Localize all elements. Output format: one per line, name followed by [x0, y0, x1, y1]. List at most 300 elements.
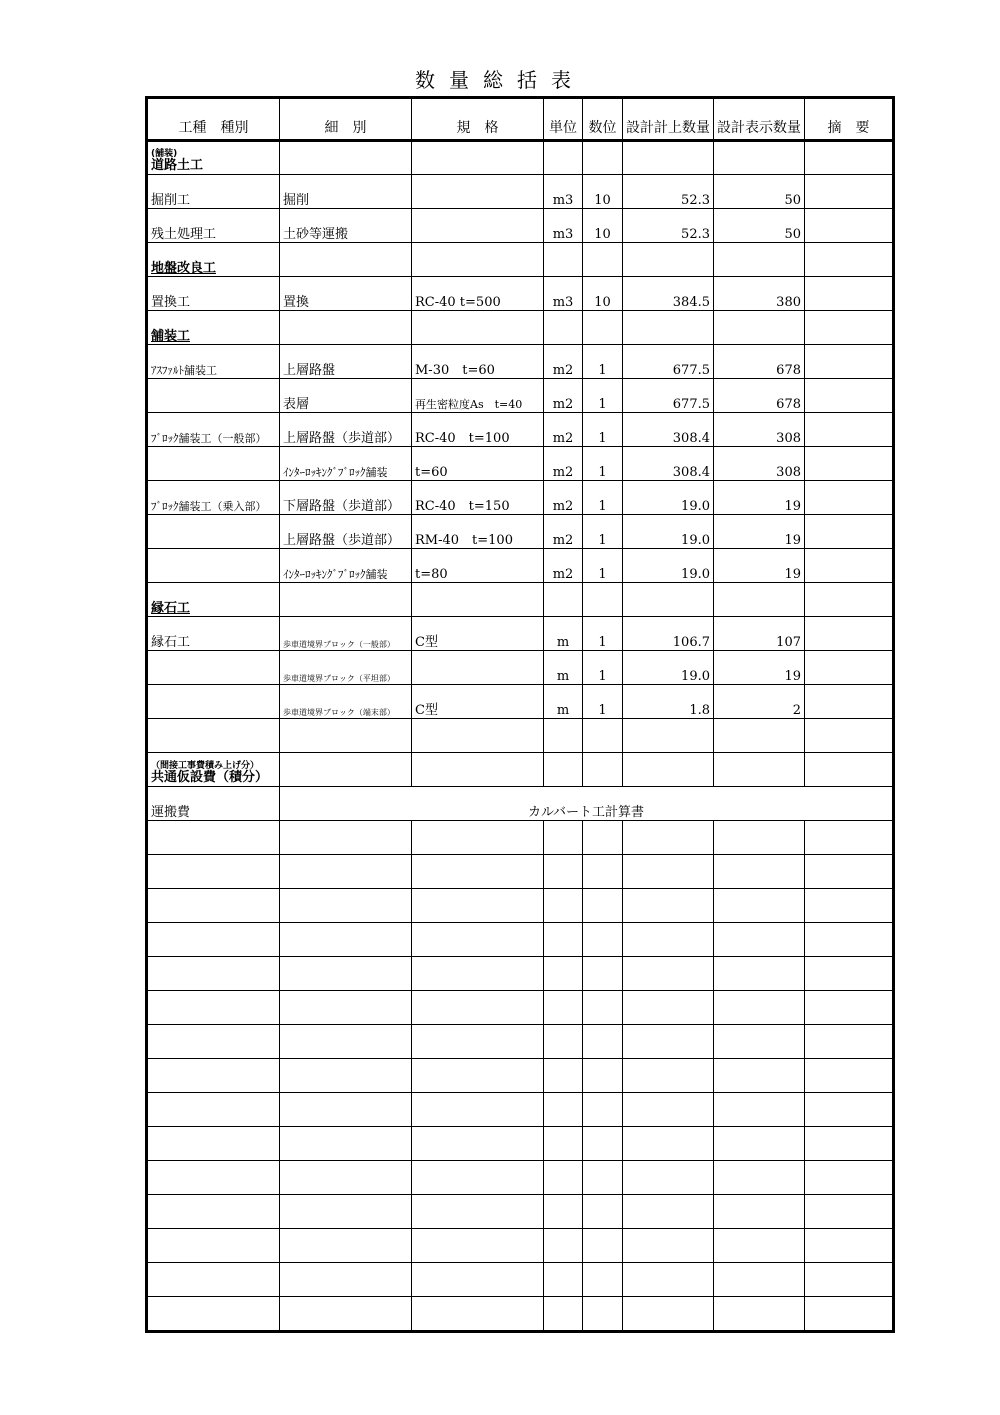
cell-display-quantity — [714, 855, 805, 889]
cell-spec: 再生密粒度As t=40 — [412, 379, 544, 413]
cell-digit: 10 — [583, 277, 623, 311]
table-row — [148, 787, 893, 821]
cell-detail: 掘削 — [280, 175, 412, 209]
table-row — [148, 617, 893, 651]
cell-digit — [583, 1059, 623, 1093]
cell-unit — [544, 753, 583, 787]
cell-unit — [544, 311, 583, 345]
cell-digit: 1 — [583, 447, 623, 481]
cell-design-quantity — [623, 1025, 714, 1059]
cell-spec: RM-40 t=100 — [412, 515, 544, 549]
cell-display-quantity — [714, 719, 805, 753]
cell-work-type — [148, 1161, 280, 1195]
cell-remarks — [805, 1127, 893, 1161]
cell-display-quantity: 678 — [714, 379, 805, 413]
cell-work-type — [148, 549, 280, 583]
cell-work-type: ﾌﾞﾛｯｸ舗装工（一般部） — [148, 413, 280, 447]
cell-display-quantity: 50 — [714, 209, 805, 243]
cell-design-quantity: 308.4 — [623, 447, 714, 481]
cell-design-quantity — [623, 243, 714, 277]
cell-work-type: 地盤改良工 — [148, 243, 280, 277]
cell-detail: 上層路盤 — [280, 345, 412, 379]
cell-design-quantity — [623, 855, 714, 889]
table-row — [148, 175, 893, 209]
cell-work-type: 掘削工 — [148, 175, 280, 209]
cell-display-quantity — [714, 1229, 805, 1263]
cell-unit: m — [544, 685, 583, 719]
cell-digit — [583, 1195, 623, 1229]
table-row — [148, 1025, 893, 1059]
cell-design-quantity: 1.8 — [623, 685, 714, 719]
table-row — [148, 1263, 893, 1297]
section-label: 道路土工 — [151, 158, 204, 173]
cell-detail — [280, 753, 412, 787]
cell-design-quantity — [623, 1195, 714, 1229]
cell-remarks — [805, 1263, 893, 1297]
cell-detail — [280, 923, 412, 957]
table-row — [148, 1297, 893, 1331]
cell-spec — [412, 1127, 544, 1161]
cell-spec: t=60 — [412, 447, 544, 481]
cell-spec — [412, 583, 544, 617]
cell-remarks — [805, 1059, 893, 1093]
cell-detail: 土砂等運搬 — [280, 209, 412, 243]
cell-detail — [280, 1025, 412, 1059]
cell-detail — [280, 855, 412, 889]
cell-detail — [280, 957, 412, 991]
cell-work-type: 運搬費 — [148, 787, 280, 821]
cell-detail — [280, 889, 412, 923]
cell-design-quantity — [623, 1297, 714, 1331]
cell-display-quantity: 19 — [714, 651, 805, 685]
cell-display-quantity: 308 — [714, 413, 805, 447]
cell-work-type — [148, 1025, 280, 1059]
table-row — [148, 549, 893, 583]
cell-display-quantity — [714, 1161, 805, 1195]
cell-spec — [412, 1025, 544, 1059]
cell-display-quantity — [714, 583, 805, 617]
table-row — [148, 855, 893, 889]
cell-display-quantity — [714, 991, 805, 1025]
cell-display-quantity — [714, 141, 805, 175]
cell-design-quantity: 677.5 — [623, 379, 714, 413]
header-detail: 細 別 — [280, 99, 412, 141]
cell-work-type — [148, 685, 280, 719]
cell-spec: C型 — [412, 617, 544, 651]
cell-digit: 1 — [583, 345, 623, 379]
cell-unit — [544, 991, 583, 1025]
cell-detail — [280, 821, 412, 855]
cell-digit — [583, 923, 623, 957]
cell-design-quantity: 384.5 — [623, 277, 714, 311]
cell-design-quantity — [623, 753, 714, 787]
cell-detail: ｲﾝﾀｰﾛｯｷﾝｸﾞﾌﾞﾛｯｸ舗装 — [280, 549, 412, 583]
cell-design-quantity — [623, 1093, 714, 1127]
cell-unit — [544, 1093, 583, 1127]
cell-work-type — [148, 719, 280, 753]
cell-digit: 1 — [583, 549, 623, 583]
cell-spec — [412, 821, 544, 855]
cell-digit — [583, 855, 623, 889]
cell-unit: m2 — [544, 515, 583, 549]
cell-work-type: 縁石工 — [148, 617, 280, 651]
cell-spec — [412, 1297, 544, 1331]
cell-unit — [544, 889, 583, 923]
cell-unit — [544, 1059, 583, 1093]
cell-unit: m3 — [544, 209, 583, 243]
cell-remarks — [805, 753, 893, 787]
section-label: 共通仮設費（積分） — [151, 770, 269, 785]
table-row — [148, 991, 893, 1025]
cell-remarks — [805, 175, 893, 209]
cell-spec — [412, 719, 544, 753]
cell-digit — [583, 583, 623, 617]
cell-work-type — [148, 753, 280, 787]
cell-work-type: 舗装工 — [148, 311, 280, 345]
cell-digit — [583, 753, 623, 787]
cell-display-quantity — [714, 1093, 805, 1127]
table-row — [148, 685, 893, 719]
cell-remarks — [805, 957, 893, 991]
section-note: （間接工事費積み上げ分） — [151, 761, 260, 771]
cell-work-type: 縁石工 — [148, 583, 280, 617]
cell-digit: 1 — [583, 481, 623, 515]
cell-work-type — [148, 855, 280, 889]
cell-detail — [280, 141, 412, 175]
cell-detail: 下層路盤（歩道部） — [280, 481, 412, 515]
header-design-quantity: 設計計上数量 — [623, 99, 714, 141]
cell-digit: 10 — [583, 209, 623, 243]
cell-display-quantity: 19 — [714, 549, 805, 583]
cell-design-quantity — [623, 991, 714, 1025]
cell-spec — [412, 957, 544, 991]
cell-detail — [280, 1059, 412, 1093]
cell-design-quantity — [623, 889, 714, 923]
cell-work-type — [148, 923, 280, 957]
cell-digit: 1 — [583, 515, 623, 549]
cell-digit — [583, 311, 623, 345]
cell-display-quantity: 19 — [714, 481, 805, 515]
cell-work-type — [148, 515, 280, 549]
cell-digit — [583, 1297, 623, 1331]
cell-display-quantity — [714, 923, 805, 957]
cell-detail — [280, 719, 412, 753]
cell-work-type: 残土処理工 — [148, 209, 280, 243]
table-row — [148, 413, 893, 447]
table-row — [148, 583, 893, 617]
cell-remarks — [805, 1093, 893, 1127]
cell-detail — [280, 311, 412, 345]
cell-unit: m — [544, 651, 583, 685]
cell-digit — [583, 1093, 623, 1127]
cell-display-quantity — [714, 311, 805, 345]
cell-unit — [544, 1161, 583, 1195]
cell-remarks — [805, 719, 893, 753]
cell-unit: m3 — [544, 175, 583, 209]
cell-remarks — [805, 923, 893, 957]
table-row — [148, 447, 893, 481]
table-row — [148, 1229, 893, 1263]
cell-display-quantity — [714, 1297, 805, 1331]
cell-digit — [583, 1263, 623, 1297]
cell-work-type — [148, 1229, 280, 1263]
cell-unit — [544, 719, 583, 753]
cell-unit: m2 — [544, 413, 583, 447]
cell-display-quantity: 107 — [714, 617, 805, 651]
cell-remarks — [805, 515, 893, 549]
table-row — [148, 379, 893, 413]
cell-remarks — [805, 345, 893, 379]
table-row — [148, 1161, 893, 1195]
cell-detail — [280, 1093, 412, 1127]
cell-display-quantity: 308 — [714, 447, 805, 481]
cell-spec: RC-40 t=500 — [412, 277, 544, 311]
table-row — [148, 311, 893, 345]
section-note: (舗装) — [151, 149, 178, 159]
cell-design-quantity: 19.0 — [623, 651, 714, 685]
cell-unit — [544, 243, 583, 277]
cell-spec — [412, 209, 544, 243]
cell-merged-note: カルバート工計算書 — [280, 787, 893, 821]
cell-unit — [544, 583, 583, 617]
cell-unit: m3 — [544, 277, 583, 311]
cell-spec — [412, 889, 544, 923]
header-row — [148, 99, 893, 141]
cell-display-quantity: 2 — [714, 685, 805, 719]
header-remarks: 摘 要 — [805, 99, 893, 141]
cell-work-type — [148, 991, 280, 1025]
cell-remarks — [805, 481, 893, 515]
cell-digit — [583, 889, 623, 923]
cell-detail — [280, 1263, 412, 1297]
cell-detail — [280, 583, 412, 617]
cell-design-quantity — [623, 1263, 714, 1297]
cell-work-type: ｱｽﾌｧﾙﾄ舗装工 — [148, 345, 280, 379]
cell-detail: 表層 — [280, 379, 412, 413]
cell-work-type — [148, 1093, 280, 1127]
cell-display-quantity — [714, 821, 805, 855]
cell-spec — [412, 1161, 544, 1195]
cell-design-quantity — [623, 1059, 714, 1093]
cell-design-quantity — [623, 1127, 714, 1161]
cell-design-quantity — [623, 583, 714, 617]
cell-work-type — [148, 1127, 280, 1161]
cell-unit — [544, 957, 583, 991]
cell-remarks — [805, 685, 893, 719]
cell-remarks — [805, 549, 893, 583]
cell-display-quantity — [714, 1263, 805, 1297]
cell-design-quantity: 308.4 — [623, 413, 714, 447]
cell-remarks — [805, 1161, 893, 1195]
cell-display-quantity — [714, 1025, 805, 1059]
cell-design-quantity: 19.0 — [623, 481, 714, 515]
cell-design-quantity — [623, 311, 714, 345]
cell-unit — [544, 1127, 583, 1161]
cell-remarks — [805, 991, 893, 1025]
cell-remarks — [805, 583, 893, 617]
cell-detail: 歩車道境界ブロック（端末部） — [280, 685, 412, 719]
cell-digit — [583, 991, 623, 1025]
table-row — [148, 1195, 893, 1229]
cell-spec: t=80 — [412, 549, 544, 583]
table-row — [148, 1059, 893, 1093]
cell-remarks — [805, 413, 893, 447]
cell-design-quantity — [623, 1161, 714, 1195]
cell-digit: 10 — [583, 175, 623, 209]
cell-remarks — [805, 277, 893, 311]
cell-remarks — [805, 1195, 893, 1229]
cell-work-type: ﾌﾞﾛｯｸ舗装工（乗入部） — [148, 481, 280, 515]
table-row — [148, 957, 893, 991]
cell-unit: m2 — [544, 447, 583, 481]
table-row — [148, 141, 893, 175]
cell-unit — [544, 1195, 583, 1229]
cell-work-type — [148, 447, 280, 481]
cell-detail — [280, 1127, 412, 1161]
cell-spec — [412, 651, 544, 685]
cell-spec — [412, 1263, 544, 1297]
cell-design-quantity — [623, 1229, 714, 1263]
cell-work-type — [148, 379, 280, 413]
cell-spec — [412, 855, 544, 889]
header-work-type: 工種 種別 — [148, 99, 280, 141]
cell-detail — [280, 1195, 412, 1229]
cell-display-quantity: 380 — [714, 277, 805, 311]
cell-design-quantity: 19.0 — [623, 549, 714, 583]
cell-unit — [544, 821, 583, 855]
cell-display-quantity — [714, 889, 805, 923]
cell-detail — [280, 1297, 412, 1331]
cell-unit: m2 — [544, 481, 583, 515]
cell-unit — [544, 1229, 583, 1263]
cell-unit — [544, 1025, 583, 1059]
cell-unit: m2 — [544, 345, 583, 379]
quantity-summary-table — [147, 98, 893, 1331]
cell-detail: 上層路盤（歩道部） — [280, 413, 412, 447]
cell-digit — [583, 1161, 623, 1195]
header-spec: 規 格 — [412, 99, 544, 141]
table-row — [148, 481, 893, 515]
cell-design-quantity: 19.0 — [623, 515, 714, 549]
cell-digit — [583, 821, 623, 855]
cell-work-type — [148, 1297, 280, 1331]
table-row — [148, 821, 893, 855]
cell-unit — [544, 855, 583, 889]
cell-spec — [412, 753, 544, 787]
cell-work-type — [148, 1059, 280, 1093]
cell-remarks — [805, 651, 893, 685]
cell-digit — [583, 719, 623, 753]
cell-spec — [412, 1059, 544, 1093]
table-row — [148, 651, 893, 685]
cell-remarks — [805, 821, 893, 855]
table-row — [148, 1093, 893, 1127]
cell-digit — [583, 141, 623, 175]
cell-unit — [544, 1263, 583, 1297]
cell-unit: m2 — [544, 549, 583, 583]
cell-design-quantity: 52.3 — [623, 209, 714, 243]
cell-spec — [412, 311, 544, 345]
cell-spec: C型 — [412, 685, 544, 719]
cell-detail — [280, 243, 412, 277]
cell-spec: RC-40 t=100 — [412, 413, 544, 447]
cell-design-quantity: 106.7 — [623, 617, 714, 651]
cell-digit: 1 — [583, 413, 623, 447]
cell-remarks — [805, 447, 893, 481]
table-body — [148, 99, 893, 1331]
cell-digit — [583, 957, 623, 991]
cell-remarks — [805, 1297, 893, 1331]
cell-display-quantity — [714, 1195, 805, 1229]
table-row — [148, 753, 893, 787]
cell-remarks — [805, 379, 893, 413]
cell-design-quantity — [623, 141, 714, 175]
cell-detail: ｲﾝﾀｰﾛｯｷﾝｸﾞﾌﾞﾛｯｸ舗装 — [280, 447, 412, 481]
cell-display-quantity: 50 — [714, 175, 805, 209]
table-row — [148, 719, 893, 753]
cell-display-quantity — [714, 957, 805, 991]
cell-unit: m2 — [544, 379, 583, 413]
cell-remarks — [805, 209, 893, 243]
cell-detail: 歩車道境界ブロック（一般部） — [280, 617, 412, 651]
table-row — [148, 209, 893, 243]
cell-work-type — [148, 651, 280, 685]
cell-remarks — [805, 243, 893, 277]
cell-display-quantity — [714, 1127, 805, 1161]
table-row — [148, 515, 893, 549]
cell-display-quantity — [714, 753, 805, 787]
cell-remarks — [805, 311, 893, 345]
quantity-summary-sheet — [145, 96, 895, 1333]
cell-remarks — [805, 855, 893, 889]
cell-detail: 置換 — [280, 277, 412, 311]
cell-design-quantity — [623, 821, 714, 855]
cell-spec — [412, 1093, 544, 1127]
cell-work-type — [148, 821, 280, 855]
cell-spec — [412, 175, 544, 209]
cell-detail: 上層路盤（歩道部） — [280, 515, 412, 549]
header-display-quantity: 設計表示数量 — [714, 99, 805, 141]
cell-spec — [412, 1195, 544, 1229]
header-digit: 数位 — [583, 99, 623, 141]
cell-digit — [583, 243, 623, 277]
cell-design-quantity — [623, 719, 714, 753]
page-title: 数量総括表 — [415, 68, 585, 92]
cell-digit: 1 — [583, 685, 623, 719]
cell-design-quantity: 52.3 — [623, 175, 714, 209]
cell-work-type — [148, 1263, 280, 1297]
table-row — [148, 277, 893, 311]
cell-remarks — [805, 889, 893, 923]
cell-spec: RC-40 t=150 — [412, 481, 544, 515]
cell-detail — [280, 1229, 412, 1263]
table-row — [148, 243, 893, 277]
table-row — [148, 889, 893, 923]
cell-spec — [412, 923, 544, 957]
header-unit: 単位 — [544, 99, 583, 141]
table-row — [148, 345, 893, 379]
cell-work-type — [148, 141, 280, 175]
table-row — [148, 1127, 893, 1161]
cell-work-type — [148, 957, 280, 991]
cell-spec — [412, 243, 544, 277]
cell-unit — [544, 1297, 583, 1331]
cell-digit: 1 — [583, 617, 623, 651]
cell-detail: 歩車道境界ブロック（平坦部） — [280, 651, 412, 685]
cell-spec — [412, 991, 544, 1025]
cell-detail — [280, 1161, 412, 1195]
cell-unit — [544, 141, 583, 175]
